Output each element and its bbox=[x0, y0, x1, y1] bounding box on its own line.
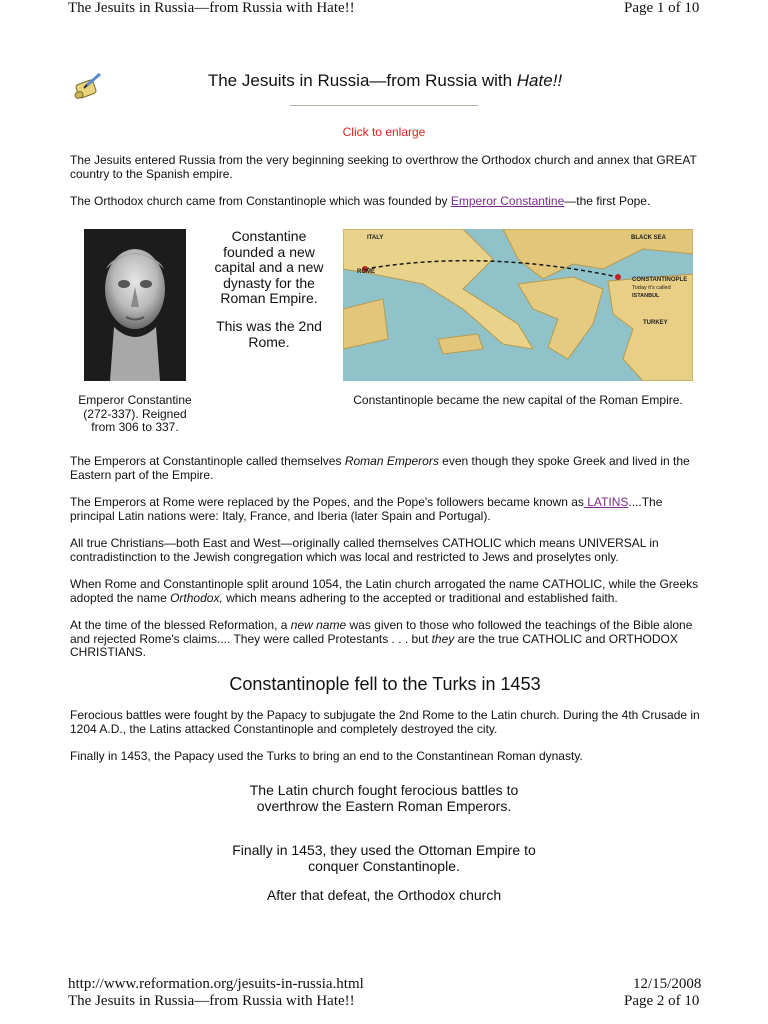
finally-paragraph: Finally in 1453, the Papacy used the Turks to bring an end to the Constantinean Roman dynasty. bbox=[70, 749, 583, 763]
center-text-3: After that defeat, the Orthodox church bbox=[266, 887, 502, 903]
emperor-constantine-link[interactable]: Emperor Constantine bbox=[450, 194, 565, 208]
page-title: The Jesuits in Russia—from Russia with Hate!! bbox=[207, 71, 563, 90]
intro-paragraph: The Jesuits entered Russia from the very beginning seeking to overthrow the Orthodox church and annex that GREAT country to the Spanish empire. bbox=[70, 153, 697, 181]
emperors-paragraph: The Emperors at Constantinople called themselves Roman Emperors even though they spoke Greek and lived in the Eastern part of the Empire. bbox=[70, 454, 690, 482]
split-paragraph: When Rome and Constantinople split around 1054, the Latin church arrogated the name CATHOLIC, while the Greeks adopted the name Orthodox, which means adhering to the accepted or traditional and established faith. bbox=[70, 577, 699, 605]
battles-paragraph: Ferocious battles were fought by the Papacy to subjugate the 2nd Rome to the Latin church. During the 4th Crusade in 1204 A.D., the Latins attacked Constantinople and completely destroyed the city. bbox=[70, 708, 700, 736]
title-divider bbox=[290, 105, 478, 106]
print-footer-url[interactable]: http://www.reformation.org/jesuits-in-russia.html bbox=[68, 976, 364, 992]
map-label-italy: ITALY bbox=[367, 235, 384, 241]
print-footer-date: 12/15/2008 bbox=[633, 976, 702, 992]
center-text-2: Finally in 1453, they used the Ottoman Empire to conquer Constantinople. bbox=[232, 842, 536, 874]
reformation-paragraph: At the time of the blessed Reformation, a new name was given to those who followed the teachings of the Bible alone and rejected Rome's claims.... They were called Protestants . . . but they are the true CATHOLIC and ORTHODOX CHRISTIANS. bbox=[70, 618, 693, 659]
second-rome-text: This was the 2nd Rome. bbox=[216, 318, 322, 350]
map-caption: Constantinople became the new capital of the Roman Empire. bbox=[353, 393, 683, 407]
print-header-title: The Jesuits in Russia—from Russia with Hate!! bbox=[68, 0, 355, 16]
orthodox-paragraph: The Orthodox church came from Constantinople which was founded by Emperor Constantine—the first Pope. bbox=[70, 194, 651, 208]
map-label-constantinople: CONSTANTINOPLE bbox=[632, 277, 688, 283]
map-label-rome: ROME bbox=[357, 269, 375, 275]
latins-link[interactable]: LATINS bbox=[583, 495, 629, 509]
scroll-pen-icon bbox=[72, 72, 104, 102]
map-label-black-sea: BLACK SEA bbox=[631, 235, 667, 241]
center-text-1: The Latin church fought ferocious battles to overthrow the Eastern Roman Emperors. bbox=[249, 782, 519, 814]
popes-paragraph: The Emperors at Rome were replaced by the Popes, and the Pope's followers became known as LATINS....The principal Latin nations were: Italy, France, and Iberia (later Spain and Portugal). bbox=[70, 495, 663, 523]
next-page-header-page: Page 2 of 10 bbox=[624, 993, 700, 1009]
print-header-page: Page 1 of 10 bbox=[624, 0, 700, 16]
section-heading: Constantinople fell to the Turks in 1453 bbox=[229, 674, 541, 694]
bust-caption: Emperor Constantine (272-337). Reigned from 306 to 337. bbox=[78, 393, 192, 434]
map-label-turkey: TURKEY bbox=[643, 320, 668, 326]
constantine-description: Constantine founded a new capital and a new dynasty for the Roman Empire. bbox=[214, 228, 324, 306]
map-label-istanbul: ISTANBUL bbox=[632, 293, 660, 299]
map-label-today: Today it's called bbox=[632, 285, 671, 291]
next-page-header-title: The Jesuits in Russia—from Russia with Hate!! bbox=[68, 993, 355, 1009]
click-to-enlarge-link[interactable]: Click to enlarge bbox=[342, 125, 426, 139]
christians-paragraph: All true Christians—both East and West—originally called themselves CATHOLIC which means UNIVERSAL in contradistinction to the Jewish congregation which was local and restricted to Jews and proselytes only. bbox=[70, 536, 659, 564]
constantine-bust-image[interactable] bbox=[84, 229, 186, 381]
constantinople-map-image[interactable] bbox=[343, 229, 693, 381]
